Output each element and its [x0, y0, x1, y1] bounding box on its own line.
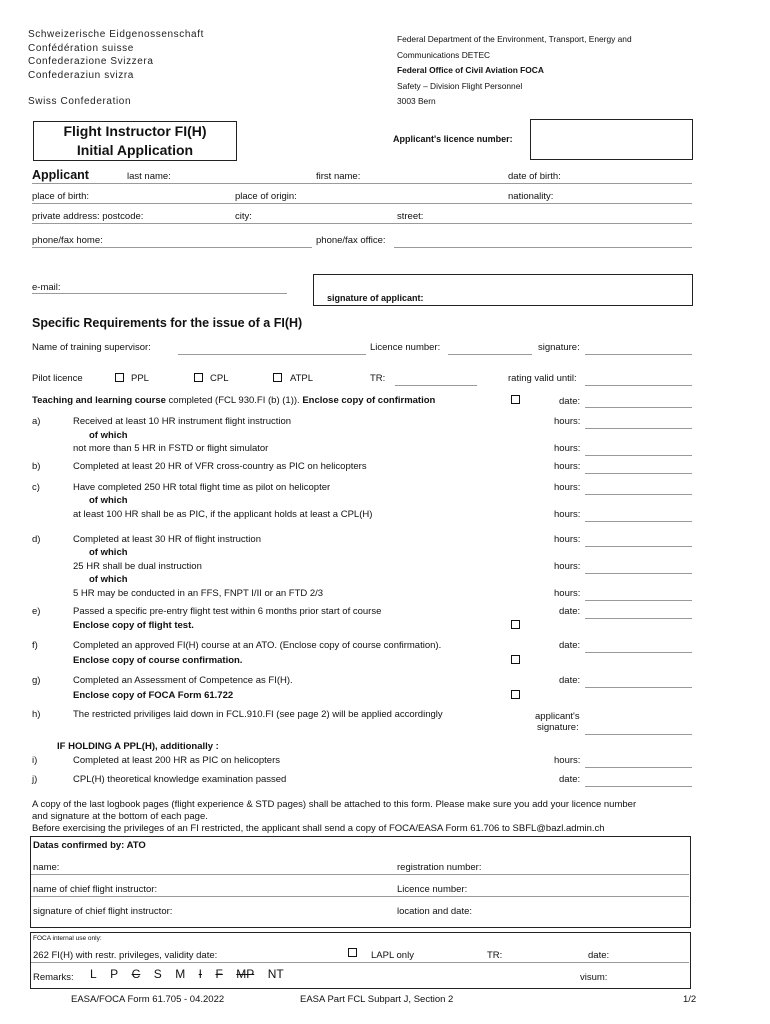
item-a-hours-label: hours: — [554, 416, 581, 427]
item-g-date-label: date: — [559, 675, 581, 686]
first-name-label: first name: — [316, 171, 361, 182]
pilot-licence-label: Pilot licence — [32, 373, 83, 384]
item-c-hours-field-2[interactable] — [585, 521, 692, 522]
supervisor-licence-field[interactable] — [448, 354, 532, 355]
dob-label: date of birth: — [508, 171, 561, 182]
remarks-code-f: F — [215, 967, 223, 981]
header-line-3: Federal Office of Civil Aviation FOCA — [397, 65, 544, 75]
item-g-text: Completed an Assessment of Competence as FI(H). — [73, 675, 293, 686]
tr-field[interactable] — [395, 385, 477, 386]
place-of-origin-label: place of origin: — [235, 191, 297, 202]
remarks-code-c: C — [131, 967, 141, 981]
rating-valid-field[interactable] — [585, 385, 692, 386]
footer-regulation: EASA Part FCL Subpart J, Section 2 — [300, 994, 454, 1005]
item-j-label: j) — [32, 774, 38, 785]
teaching-course-text — [32, 395, 435, 406]
cpl-checkbox[interactable] — [194, 373, 203, 382]
authority-header — [397, 32, 632, 110]
remarks-code-i: I — [198, 967, 202, 981]
item-h-sig-label-2: signature: — [537, 722, 579, 733]
footer-page-number: 1/2 — [683, 994, 697, 1005]
item-c-text-2: at least 100 HR shall be as PIC, if the applicant holds at least a CPL(H) — [73, 509, 373, 520]
title-line-2: Initial Application — [76, 142, 194, 158]
supervisor-label: Name of training supervisor: — [32, 342, 151, 353]
item-d-text: Completed at least 30 HR of flight instruction — [73, 534, 261, 545]
note-line-2: and signature at the bottom of each page. — [32, 811, 208, 822]
item-g-enclose: Enclose copy of FOCA Form 61.722 — [73, 690, 234, 701]
lapl-only-label: LAPL only — [371, 950, 414, 961]
item-a-text: Received at least 10 HR instrument flight instruction — [73, 416, 292, 427]
requirements-heading: Specific Requirements for the issue of a FI(H) — [32, 316, 303, 330]
remarks-label: Remarks: — [33, 972, 74, 983]
item-e-checkbox[interactable] — [511, 620, 520, 629]
item-j-date-label: date: — [559, 774, 581, 785]
footer-form-number: EASA/FOCA Form 61.705 - 04.2022 — [71, 994, 225, 1005]
ato-licence-label: Licence number: — [397, 884, 468, 895]
address-line[interactable] — [32, 223, 692, 224]
item-h-label: h) — [32, 709, 41, 720]
item-i-hours-field[interactable] — [585, 767, 692, 768]
item-b-label: b) — [32, 461, 41, 472]
item-d-hours-field-2[interactable] — [585, 573, 692, 574]
item-f-text: Completed an approved FI(H) course at an ATO. (Enclose copy of course confirmation). — [73, 640, 442, 651]
item-c-hours-label-2: hours: — [554, 509, 581, 520]
applicant-signature-label: signature of applicant: — [327, 293, 424, 303]
item-f-checkbox[interactable] — [511, 655, 520, 664]
item-j-date-field[interactable] — [585, 786, 692, 787]
item-b-hours-field[interactable] — [585, 473, 692, 474]
last-name-label: last name: — [127, 171, 171, 182]
header-line-4: Safety – Division Flight Personnel — [397, 80, 523, 91]
conf-line-fr: Confédération suisse — [28, 42, 134, 54]
item-c-of-which: of which — [89, 495, 128, 506]
birth-line[interactable] — [32, 203, 692, 204]
visum-label: visum: — [580, 972, 608, 983]
item-a-label: a) — [32, 416, 41, 427]
phone-home-field[interactable] — [32, 247, 312, 248]
conf-line-it: Confederazione Svizzera — [28, 56, 154, 67]
ppl-checkbox[interactable] — [115, 373, 124, 382]
item-h-signature-field[interactable] — [585, 734, 692, 735]
remarks-code-l: L — [90, 967, 97, 981]
ato-name-line[interactable] — [31, 874, 689, 875]
course-date-field[interactable] — [585, 407, 692, 408]
item-d-text-3: 5 HR may be conducted in an FFS, FNPT I/II or an FTD 2/3 — [73, 588, 324, 599]
ato-chief-signature-label: signature of chief flight instructor: — [33, 906, 173, 917]
title-line-1: Flight Instructor FI(H) — [63, 123, 207, 139]
item-j-text: CPL(H) theoretical knowledge examination passed — [73, 774, 287, 785]
tr-label: TR: — [370, 373, 386, 384]
item-d-hours-field-3[interactable] — [585, 600, 692, 601]
email-label: e-mail: — [32, 282, 61, 293]
ato-chief-name-label: name of chief flight instructor: — [33, 884, 158, 895]
item-d-hours-label: hours: — [554, 534, 581, 545]
street-label: street: — [397, 211, 424, 222]
item-i-hours-label: hours: — [554, 755, 581, 766]
item-i-text: Completed at least 200 HR as PIC on helicopters — [73, 755, 280, 766]
nationality-label: nationality: — [508, 191, 554, 202]
item-e-text: Passed a specific pre-entry flight test within 6 months prior start of course — [73, 606, 382, 617]
item-g-checkbox[interactable] — [511, 690, 520, 699]
supervisor-field[interactable] — [178, 354, 366, 355]
remarks-code-s: S — [153, 967, 162, 981]
item-d-of-which: of which — [89, 547, 128, 558]
foca-tr-label: TR: — [487, 950, 503, 961]
address-label: private address: postcode: — [32, 211, 144, 222]
item-e-date-field[interactable] — [585, 618, 692, 619]
confederation-names — [28, 28, 204, 109]
item-h-sig-label-1: applicant's — [535, 711, 580, 722]
note-line-1: A copy of the last logbook pages (flight experience & STD pages) shall be attached to this form. Please make sure you add your licence number — [32, 799, 637, 810]
item-d-text-2: 25 HR shall be dual instruction — [73, 561, 202, 572]
applicant-heading: Applicant — [32, 168, 89, 182]
supervisor-signature-label: signature: — [538, 342, 580, 353]
item-c-label: c) — [32, 482, 40, 493]
item-i-label: i) — [32, 755, 38, 766]
item-b-text: Completed at least 20 HR of VFR cross-country as PIC on helicopters — [73, 461, 367, 472]
header-line-1: Federal Department of the Environment, Transport, Energy and — [397, 34, 632, 44]
ato-registration-label: registration number: — [397, 862, 482, 873]
course-confirmation-checkbox[interactable] — [511, 395, 520, 404]
ato-chief-line[interactable] — [31, 896, 689, 897]
city-label: city: — [235, 211, 252, 222]
item-e-enclose: Enclose copy of flight test. — [73, 620, 194, 631]
ato-name-label: name: — [33, 862, 60, 873]
foca-privileges-line[interactable] — [31, 962, 689, 963]
ato-location-label: location and date: — [397, 906, 473, 917]
lapl-only-checkbox[interactable] — [348, 948, 357, 957]
item-g-label: g) — [32, 675, 41, 686]
ppl-label: PPL — [131, 373, 149, 384]
item-h-text: The restricted priviliges laid down in FCL.910.FI (see page 2) will be applied accordingly — [73, 709, 443, 720]
item-a-hours-field-2[interactable] — [585, 455, 692, 456]
place-of-birth-label: place of birth: — [32, 191, 90, 202]
item-c-text: Have completed 250 HR total flight time as pilot on helicopter — [73, 482, 331, 493]
atpl-checkbox[interactable] — [273, 373, 282, 382]
item-e-label: e) — [32, 606, 41, 617]
item-b-hours-label: hours: — [554, 461, 581, 472]
note-line-3: Before exercising the privileges of an FI restricted, the applicant shall send a copy of FOCA/EASA Form 61.706 to SBFL@bazl.admin.ch — [32, 823, 605, 834]
supervisor-signature-field[interactable] — [585, 354, 692, 355]
phone-home-label: phone/fax home: — [32, 235, 103, 246]
item-d-label: d) — [32, 534, 41, 545]
atpl-label: ATPL — [290, 373, 314, 384]
form-title — [33, 121, 237, 161]
item-f-enclose: Enclose copy of course confirmation. — [73, 655, 243, 666]
remarks-code-mp: MP — [236, 967, 255, 981]
item-f-label: f) — [32, 640, 38, 651]
conf-line-de: Schweizerische Eidgenossenschaft — [28, 29, 204, 40]
supervisor-licence-label: Licence number: — [370, 342, 441, 353]
item-d-hours-field[interactable] — [585, 546, 692, 547]
remarks-codes — [90, 965, 293, 983]
item-a-hours-label-2: hours: — [554, 443, 581, 454]
licence-number-field[interactable] — [530, 119, 693, 160]
item-a-hours-field[interactable] — [585, 428, 692, 429]
item-a-of-which: of which — [89, 430, 128, 441]
foca-date-label: date: — [588, 950, 610, 961]
cpl-label: CPL — [210, 373, 229, 384]
licence-number-label: Applicant's licence number: — [393, 134, 513, 144]
header-line-5: 3003 Bern — [397, 96, 436, 106]
item-d-hours-label-2: hours: — [554, 561, 581, 572]
ppl-additional-heading: IF HOLDING A PPL(H), additionally : — [57, 741, 219, 752]
item-a-text-2: not more than 5 HR in FSTD or flight simulator — [73, 443, 269, 454]
teaching-course-bold: Teaching and learning course — [32, 395, 166, 406]
phone-office-field[interactable] — [394, 247, 692, 248]
ato-heading: Datas confirmed by: ATO — [33, 840, 146, 851]
remarks-code-nt: NT — [267, 967, 284, 981]
teaching-course-enclose: Enclose copy of confirmation — [302, 395, 436, 406]
conf-line-rm: Confederaziun svizra — [28, 69, 134, 81]
item-f-date-field[interactable] — [585, 652, 692, 653]
item-g-date-field[interactable] — [585, 687, 692, 688]
item-f-date-label: date: — [559, 640, 581, 651]
rating-valid-label: rating valid until: — [508, 373, 577, 384]
conf-line-en: Swiss Confederation — [28, 96, 132, 107]
item-d-hours-label-3: hours: — [554, 588, 581, 599]
item-e-date-label: date: — [559, 606, 581, 617]
item-d-of-which-2: of which — [89, 574, 128, 585]
item-c-hours-field[interactable] — [585, 494, 692, 495]
header-line-2: Communications DETEC — [397, 49, 491, 60]
course-date-label: date: — [559, 396, 581, 407]
teaching-course-mid: completed (FCL 930.FI (b) (1)). — [165, 395, 303, 406]
email-field[interactable] — [32, 293, 287, 294]
remarks-code-p: P — [110, 967, 119, 981]
remarks-code-m: M — [175, 967, 186, 981]
item-c-hours-label: hours: — [554, 482, 581, 493]
foca-privileges-label: 262 FI(H) with restr. privileges, validity date: — [33, 950, 218, 961]
foca-internal-label: FOCA internal use only: — [33, 935, 102, 942]
phone-office-label: phone/fax office: — [316, 235, 386, 246]
applicant-name-line[interactable] — [32, 183, 692, 184]
